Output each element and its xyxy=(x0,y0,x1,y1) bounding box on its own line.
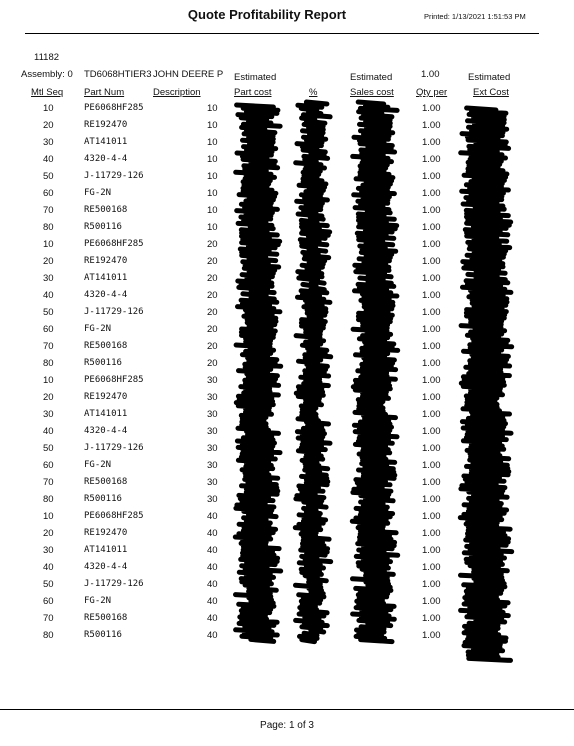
row-mtl-seq: 50 xyxy=(43,579,54,590)
row-mtl-seq: 10 xyxy=(43,375,54,386)
row-mtl-seq: 40 xyxy=(43,562,54,573)
row-mtl-seq: 10 xyxy=(43,103,54,114)
row-qty-per: 1.00 xyxy=(422,511,441,522)
row-qty-group: 20 xyxy=(207,273,218,284)
row-qty-group: 40 xyxy=(207,528,218,539)
redaction-scribble xyxy=(352,102,397,642)
row-part-num: FG-2N xyxy=(84,460,112,470)
row-qty-group: 40 xyxy=(207,511,218,522)
row-part-num: PE6068HF285 xyxy=(84,103,144,113)
row-qty-per: 1.00 xyxy=(422,596,441,607)
row-mtl-seq: 60 xyxy=(43,188,54,199)
row-part-num: J-11729-126 xyxy=(84,443,144,453)
row-qty-per: 1.00 xyxy=(422,256,441,267)
row-part-num: 4320-4-4 xyxy=(84,426,128,436)
row-part-num: AT141011 xyxy=(84,409,128,419)
row-qty-per: 1.00 xyxy=(422,494,441,505)
row-qty-per: 1.00 xyxy=(422,341,441,352)
row-qty-group: 30 xyxy=(207,460,218,471)
row-qty-group: 10 xyxy=(207,171,218,182)
row-qty-group: 10 xyxy=(207,154,218,165)
row-part-num: J-11729-126 xyxy=(84,307,144,317)
row-part-num: RE192470 xyxy=(84,120,128,130)
row-mtl-seq: 10 xyxy=(43,239,54,250)
row-mtl-seq: 20 xyxy=(43,528,54,539)
row-part-num: RE192470 xyxy=(84,256,128,266)
row-qty-per: 1.00 xyxy=(422,273,441,284)
row-qty-per: 1.00 xyxy=(422,171,441,182)
report-title: Quote Profitability Report xyxy=(187,7,347,22)
row-qty-per: 1.00 xyxy=(422,120,441,131)
row-part-num: FG-2N xyxy=(84,324,112,334)
row-part-num: AT141011 xyxy=(84,273,128,283)
row-mtl-seq: 20 xyxy=(43,392,54,403)
row-qty-per: 1.00 xyxy=(422,205,441,216)
col-description: Description xyxy=(153,87,201,98)
row-qty-group: 20 xyxy=(207,341,218,352)
row-qty-per: 1.00 xyxy=(422,545,441,556)
row-mtl-seq: 50 xyxy=(43,307,54,318)
redaction-scribble xyxy=(235,105,280,641)
row-qty-group: 20 xyxy=(207,239,218,250)
row-qty-per: 1.00 xyxy=(422,392,441,403)
row-qty-per: 1.00 xyxy=(422,324,441,335)
row-part-num: RE500168 xyxy=(84,477,128,487)
row-part-num: 4320-4-4 xyxy=(84,154,128,164)
row-part-num: FG-2N xyxy=(84,188,112,198)
row-qty-per: 1.00 xyxy=(422,137,441,148)
row-qty-per: 1.00 xyxy=(422,188,441,199)
row-qty-group: 40 xyxy=(207,579,218,590)
row-qty-per: 1.00 xyxy=(422,358,441,369)
row-part-num: PE6068HF285 xyxy=(84,511,144,521)
row-qty-group: 40 xyxy=(207,562,218,573)
row-qty-per: 1.00 xyxy=(422,222,441,233)
col-estimated-sales-cost: Estimated xyxy=(350,72,393,83)
row-qty-group: 30 xyxy=(207,494,218,505)
row-qty-group: 30 xyxy=(207,375,218,386)
row-mtl-seq: 20 xyxy=(43,256,54,267)
row-qty-group: 10 xyxy=(207,205,218,216)
row-qty-per: 1.00 xyxy=(422,307,441,318)
row-qty-group: 10 xyxy=(207,120,218,131)
quote-number: 11182 xyxy=(34,52,60,63)
row-part-num: FG-2N xyxy=(84,596,112,606)
col-percent: % xyxy=(309,87,318,98)
row-qty-per: 1.00 xyxy=(422,613,441,624)
row-part-num: R500116 xyxy=(84,630,122,640)
row-qty-per: 1.00 xyxy=(422,154,441,165)
row-mtl-seq: 10 xyxy=(43,511,54,522)
row-qty-per: 1.00 xyxy=(422,103,441,114)
row-qty-group: 40 xyxy=(207,545,218,556)
row-mtl-seq: 50 xyxy=(43,171,54,182)
row-part-num: J-11729-126 xyxy=(84,171,144,181)
assembly-part: TD6068HTIER3 xyxy=(84,69,152,80)
row-qty-per: 1.00 xyxy=(422,290,441,301)
row-qty-group: 30 xyxy=(207,392,218,403)
row-mtl-seq: 70 xyxy=(43,341,54,352)
row-qty-group: 20 xyxy=(207,324,218,335)
row-part-num: R500116 xyxy=(84,358,122,368)
row-qty-per: 1.00 xyxy=(422,562,441,573)
row-part-num: 4320-4-4 xyxy=(84,290,128,300)
row-mtl-seq: 40 xyxy=(43,426,54,437)
row-qty-per: 1.00 xyxy=(422,460,441,471)
row-qty-per: 1.00 xyxy=(422,443,441,454)
row-qty-group: 20 xyxy=(207,256,218,267)
page-number: Page: 1 of 3 xyxy=(260,720,314,731)
header-divider xyxy=(25,33,539,34)
row-part-num: RE192470 xyxy=(84,392,128,402)
row-part-num: AT141011 xyxy=(84,545,128,555)
row-part-num: AT141011 xyxy=(84,137,128,147)
col-qty-per: Qty per xyxy=(416,87,448,98)
row-part-num: PE6068HF285 xyxy=(84,239,144,249)
row-qty-per: 1.00 xyxy=(422,239,441,250)
row-qty-per: 1.00 xyxy=(422,477,441,488)
row-mtl-seq: 30 xyxy=(43,137,54,148)
row-mtl-seq: 70 xyxy=(43,477,54,488)
row-qty-group: 10 xyxy=(207,103,218,114)
footer-divider xyxy=(0,709,574,710)
row-mtl-seq: 20 xyxy=(43,120,54,131)
row-qty-per: 1.00 xyxy=(422,375,441,386)
redaction-scribble xyxy=(460,108,511,660)
row-qty-group: 30 xyxy=(207,409,218,420)
col-estimated-part-cost: Estimated xyxy=(234,72,277,83)
row-part-num: 4320-4-4 xyxy=(84,562,128,572)
row-mtl-seq: 70 xyxy=(43,205,54,216)
col-sales-cost: Sales cost xyxy=(350,87,394,98)
col-part-cost: Part cost xyxy=(234,87,272,98)
row-qty-per: 1.00 xyxy=(422,409,441,420)
row-part-num: J-11729-126 xyxy=(84,579,144,589)
row-mtl-seq: 40 xyxy=(43,290,54,301)
row-qty-group: 20 xyxy=(207,290,218,301)
row-mtl-seq: 30 xyxy=(43,273,54,284)
row-qty-group: 20 xyxy=(207,307,218,318)
row-qty-group: 10 xyxy=(207,137,218,148)
row-qty-group: 10 xyxy=(207,188,218,199)
row-mtl-seq: 80 xyxy=(43,222,54,233)
row-part-num: RE192470 xyxy=(84,528,128,538)
col-mtl-seq: Mtl Seq xyxy=(31,87,64,98)
row-part-num: RE500168 xyxy=(84,205,128,215)
row-mtl-seq: 60 xyxy=(43,324,54,335)
row-mtl-seq: 80 xyxy=(43,494,54,505)
assembly-label: Assembly: 0 xyxy=(21,69,73,80)
row-qty-group: 40 xyxy=(207,596,218,607)
row-part-num: PE6068HF285 xyxy=(84,375,144,385)
row-qty-per: 1.00 xyxy=(422,579,441,590)
col-ext-cost: Ext Cost xyxy=(473,87,509,98)
row-mtl-seq: 70 xyxy=(43,613,54,624)
row-part-num: RE500168 xyxy=(84,613,128,623)
col-part-num: Part Num xyxy=(84,87,125,98)
row-part-num: RE500168 xyxy=(84,341,128,351)
row-mtl-seq: 50 xyxy=(43,443,54,454)
row-mtl-seq: 30 xyxy=(43,545,54,556)
assembly-qty-per: 1.00 xyxy=(421,69,440,80)
row-qty-per: 1.00 xyxy=(422,630,441,641)
printed-timestamp: Printed: 1/13/2021 1:51:53 PM xyxy=(424,12,526,21)
row-qty-group: 40 xyxy=(207,613,218,624)
row-qty-group: 40 xyxy=(207,630,218,641)
row-qty-group: 30 xyxy=(207,426,218,437)
row-mtl-seq: 30 xyxy=(43,409,54,420)
row-mtl-seq: 60 xyxy=(43,460,54,471)
row-mtl-seq: 40 xyxy=(43,154,54,165)
row-qty-group: 30 xyxy=(207,477,218,488)
assembly-description: JOHN DEERE P xyxy=(153,69,224,80)
row-qty-group: 20 xyxy=(207,358,218,369)
row-mtl-seq: 80 xyxy=(43,358,54,369)
row-qty-per: 1.00 xyxy=(422,528,441,539)
row-qty-group: 10 xyxy=(207,222,218,233)
row-part-num: R500116 xyxy=(84,494,122,504)
row-qty-per: 1.00 xyxy=(422,426,441,437)
row-mtl-seq: 60 xyxy=(43,596,54,607)
row-mtl-seq: 80 xyxy=(43,630,54,641)
row-part-num: R500116 xyxy=(84,222,122,232)
row-qty-group: 30 xyxy=(207,443,218,454)
redaction-scribble xyxy=(295,102,330,642)
col-estimated-ext-cost: Estimated xyxy=(468,72,511,83)
